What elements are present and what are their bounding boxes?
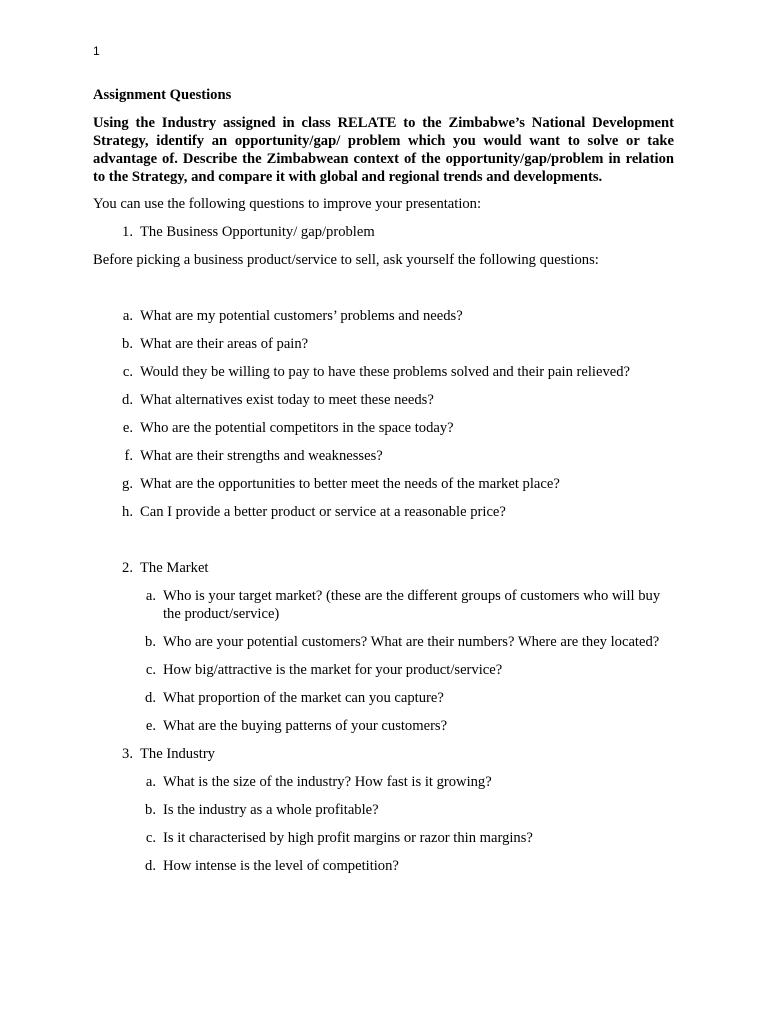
list-item [93, 475, 674, 493]
list-item [93, 857, 674, 875]
list-item-text: Would they be willing to pay to have these problems solved and their pain relieved? [140, 364, 631, 380]
list-item [93, 363, 674, 381]
list-marker: d. [145, 858, 156, 874]
list-item [93, 503, 674, 521]
list-marker: e. [145, 718, 156, 734]
list-item-text: What are the buying patterns of your customers? [163, 718, 448, 734]
list-item-text: Is the industry as a whole profitable? [163, 802, 379, 818]
list-item-text: Who is your target market? (these are the different groups of customers who will buy the product/service) [163, 588, 661, 622]
page-title: Assignment Questions [93, 87, 232, 103]
list-marker: 2. [122, 560, 133, 576]
document-body [93, 86, 674, 885]
list-marker: e. [122, 420, 133, 436]
list-item [93, 773, 674, 791]
list-item-text: What are their areas of pain? [140, 336, 309, 352]
list-item [93, 689, 674, 707]
list-item [93, 661, 674, 679]
list-item [93, 391, 674, 409]
list-item-text: How big/attractive is the market for your product/service? [163, 662, 503, 678]
list-item-text: What proportion of the market can you capture? [163, 690, 444, 706]
list-marker: c. [145, 830, 156, 846]
list-item [93, 801, 674, 819]
list-item-text: Who are your potential customers? What are their numbers? Where are they located? [163, 634, 660, 650]
list-marker: a. [145, 774, 156, 790]
list-marker: 1. [122, 224, 133, 240]
section-market [93, 559, 674, 577]
list-marker: h. [122, 504, 133, 520]
list-marker: a. [122, 308, 133, 324]
list-item-text: How intense is the level of competition? [163, 858, 399, 874]
page-number: 1 [93, 44, 100, 58]
section3-list [93, 773, 674, 875]
section-label: The Industry [140, 746, 215, 762]
list-marker: 3. [122, 746, 133, 762]
list-item-text: Who are the potential competitors in the space today? [140, 420, 454, 436]
list-marker: d. [122, 392, 133, 408]
list-item-text: Is it characterised by high profit margins or razor thin margins? [163, 830, 533, 846]
list-marker: b. [145, 802, 156, 818]
list-item [93, 447, 674, 465]
list-marker: c. [122, 364, 133, 380]
list-item [93, 419, 674, 437]
list-marker: a. [145, 588, 156, 604]
list-marker: d. [145, 690, 156, 706]
list-item [93, 717, 674, 735]
section-label: The Business Opportunity/ gap/problem [140, 224, 375, 240]
intro-paragraph: Using the Industry assigned in class RELATE to the Zimbabwe’s National Development Strategy, identify an opportunity/gap/ problem which you would want to solve or take advantage of. Describe the Zimbabwean context of the opportunity/gap/problem in relation to the Strategy, and compare it with global and regional trends and developments. [93, 115, 674, 185]
list-marker: b. [145, 634, 156, 650]
list-marker: c. [145, 662, 156, 678]
section1-list [93, 307, 674, 521]
list-item [93, 587, 674, 623]
section2-list [93, 587, 674, 735]
list-item-text: What alternatives exist today to meet these needs? [140, 392, 434, 408]
list-marker: f. [124, 448, 133, 464]
list-item [93, 829, 674, 847]
list-marker: b. [122, 336, 133, 352]
list-item [93, 335, 674, 353]
list-item-text: What are the opportunities to better meet the needs of the market place? [140, 476, 560, 492]
section1-lead: Before picking a business product/service to sell, ask yourself the following questions: [93, 252, 599, 268]
section-business-opportunity [93, 223, 674, 241]
list-marker: g. [122, 476, 133, 492]
list-item-text: What are their strengths and weaknesses? [140, 448, 383, 464]
list-item-text: What are my potential customers’ problems and needs? [140, 308, 463, 324]
list-item [93, 633, 674, 651]
list-item [93, 307, 674, 325]
list-item-text: What is the size of the industry? How fast is it growing? [163, 774, 492, 790]
section-industry [93, 745, 674, 763]
section-label: The Market [140, 560, 209, 576]
list-item-text: Can I provide a better product or service at a reasonable price? [140, 504, 506, 520]
lead-paragraph: You can use the following questions to improve your presentation: [93, 196, 482, 212]
